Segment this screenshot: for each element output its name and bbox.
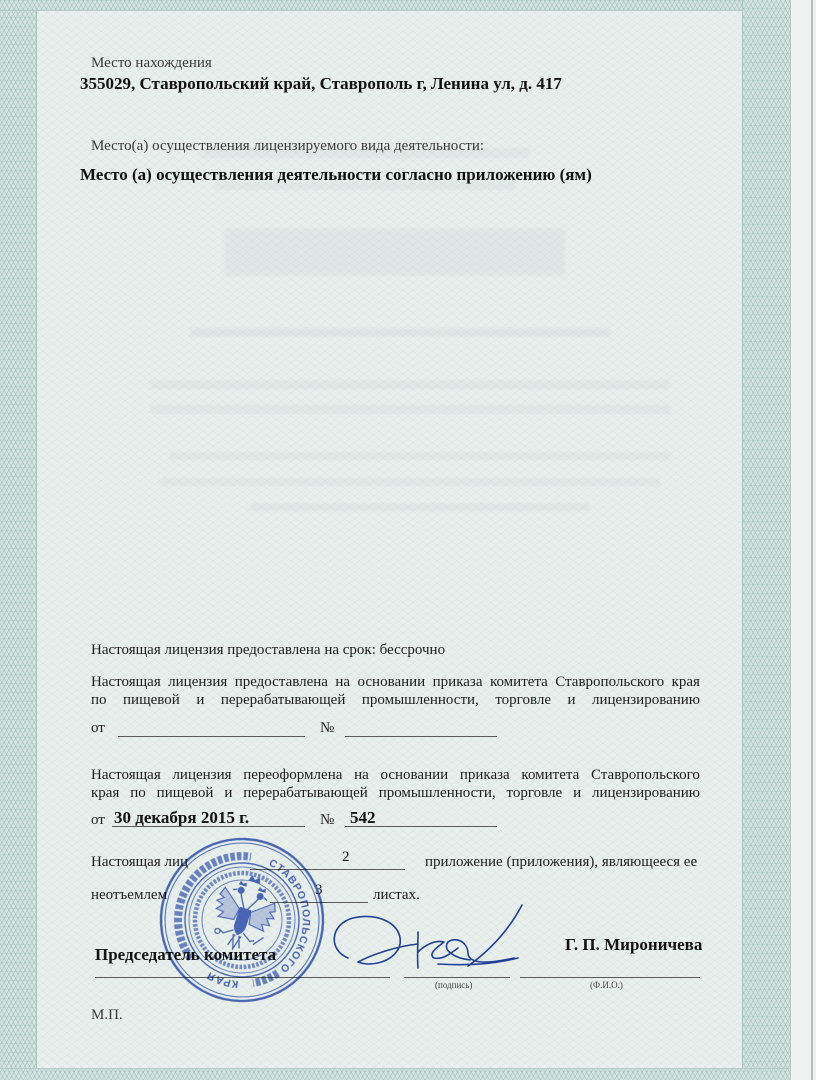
seal-outer-lettering [253,967,278,990]
activity-places-value: Место (а) осуществления деятельности согласно приложению (ям) [80,165,592,184]
granted-number-line [345,736,497,737]
appendix-line2-start: неотъемлем [91,887,168,903]
reissued-order-line: края по пищевой и перерабатывающей промышленности, торговле и лицензированию [91,785,700,801]
signatory-position: Председатель комитета [95,945,277,964]
granted-number-label: № [320,720,335,736]
activity-places-label: Место(а) осуществления лицензируемого вида деятельности: [91,138,485,154]
border-right [742,0,791,1080]
scan-margin-right [790,0,816,1080]
appendix-text-start: Настоящая лиц [91,854,189,870]
border-left [0,0,37,1080]
seal-outer-lettering [165,840,251,966]
location-label: Место нахождения [91,55,212,71]
license-term: Настоящая лицензия предоставлена на срок: бессрочно [91,642,446,658]
seal-ring-text-right: СТАВРОПОЛЬСКОГО [266,856,313,976]
border-bottom [0,1068,790,1080]
appendix-sheets: 3 [315,882,323,898]
location-address: 355029, Ставропольский край, Ставрополь г, Ленина ул, д. 417 [80,74,562,93]
official-seal [136,814,348,1026]
reissued-date: 30 декабря 2015 г. [114,808,250,827]
name-caption: (Ф.И.О.) [590,980,623,990]
appendix-text-end: приложение (приложения), являющееся ее [425,854,698,870]
reissued-number: 542 [350,808,376,827]
granted-date-line [118,736,305,737]
reissued-number-label: № [320,812,335,828]
handwritten-signature [318,898,538,978]
signature-caption: (подпись) [435,980,473,990]
granted-order-line: Настоящая лицензия предоставлена на основании приказа комитета Ставропольского края [91,674,700,690]
signatory-name: Г. П. Мироничева [565,935,703,954]
granted-from-label: от [91,720,105,736]
granted-order-line: по пищевой и перерабатывающей промышленности, торговле и лицензированию [91,692,700,708]
name-line [520,977,700,978]
eagle-emblem [204,867,285,958]
border-top [0,0,790,11]
reissued-number-line [345,826,497,827]
reissued-order-line: Настоящая лицензия переоформлена на основании приказа комитета Ставропольского [91,767,700,783]
reissued-from-label: от [91,812,105,828]
appendix-count: 2 [342,849,350,865]
seal-ring-text-bottom: КРАЯ [204,968,239,990]
seal-place-label: М.П. [91,1007,123,1023]
appendix-line2-end: листах. [373,887,420,903]
